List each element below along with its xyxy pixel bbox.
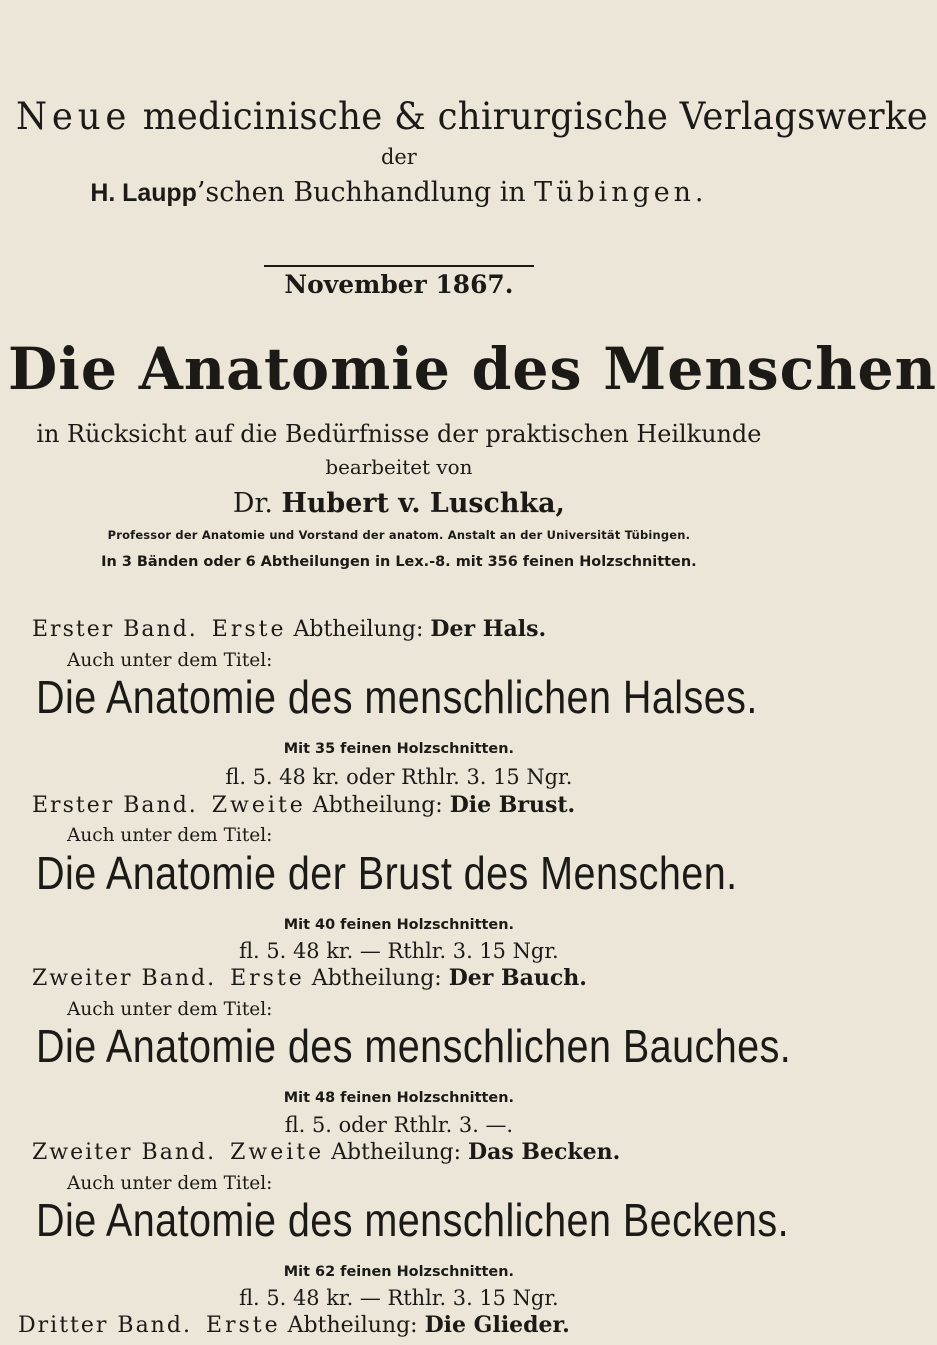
heading-der: der: [381, 145, 417, 169]
section-3-price: fl. 5. oder Rthlr. 3. —.: [284, 1113, 514, 1137]
section-2-heading: Erster Band. Zweite Abtheilung: Die Brust.: [32, 792, 576, 818]
section-2-also: Auch unter dem Titel:: [67, 825, 273, 846]
publication-date: November 1867.: [284, 270, 514, 299]
section-2-price: fl. 5. 48 kr. — Rthlr. 3. 15 Ngr.: [239, 939, 559, 963]
publisher-name: [0, 179, 798, 206]
publisher-name-laupp: H. Laupp: [90, 179, 197, 207]
author-position: Professor der Anatomie und Vorstand der anatom. Anstalt an der Universität Tübingen.: [107, 528, 691, 542]
section-3-title: Die Anatomie des menschlichen Bauches.: [36, 1020, 792, 1072]
section-5-heading: Dritter Band. Erste Abtheilung: Die Glieder.: [18, 1312, 570, 1338]
publisher-city: Tübingen.: [534, 177, 708, 208]
section-3-cuts: Mit 48 feinen Holzschnitten.: [283, 1090, 514, 1106]
book-author: [0, 490, 798, 517]
section-1-heading: Erster Band. Erste Abtheilung: Der Hals.: [32, 616, 547, 642]
book-subtitle: in Rücksicht auf die Bedürfnisse der praktischen Heilkunde: [36, 420, 762, 448]
section-4-topic: Das Becken.: [468, 1139, 621, 1165]
section-4-heading: Zweiter Band. Zweite Abtheilung: Das Becken.: [32, 1139, 621, 1165]
section-4-cuts: Mit 62 feinen Holzschnitten.: [283, 1264, 514, 1280]
volumes-info: In 3 Bänden oder 6 Abtheilungen in Lex.-8. mit 356 feinen Holzschnitten.: [101, 554, 697, 570]
publisher-heading: [16, 95, 929, 138]
section-3-heading: Zweiter Band. Erste Abtheilung: Der Bauch.: [32, 965, 587, 991]
section-2-cuts: Mit 40 feinen Holzschnitten.: [283, 917, 514, 933]
section-2-title: Die Anatomie der Brust des Menschen.: [36, 847, 738, 899]
section-1-topic: Der Hals.: [430, 616, 547, 642]
section-3-also: Auch unter dem Titel:: [67, 999, 273, 1020]
heading-word-neue: Neue: [16, 95, 132, 138]
section-4-also: Auch unter dem Titel:: [67, 1173, 273, 1194]
section-1-title: Die Anatomie des menschlichen Halses.: [36, 671, 758, 723]
section-1-price: fl. 5. 48 kr. oder Rthlr. 3. 15 Ngr.: [225, 765, 573, 789]
author-name: Hubert v. Luschka,: [281, 488, 565, 519]
author-prefix: Dr.: [232, 488, 273, 519]
book-title: Die Anatomie des Menschen: [8, 335, 937, 403]
section-4-price: fl. 5. 48 kr. — Rthlr. 3. 15 Ngr.: [239, 1286, 559, 1310]
date-rule: [264, 265, 534, 267]
heading-rest: medicinische & chirurgische Verlagswerke: [131, 95, 929, 138]
section-2-topic: Die Brust.: [449, 792, 576, 818]
publisher-name-rest: ’schen Buchhandlung in: [196, 177, 535, 208]
section-1-also: Auch unter dem Titel:: [67, 650, 273, 671]
section-5-topic: Die Glieder.: [424, 1312, 570, 1338]
section-1-cuts: Mit 35 feinen Holzschnitten.: [283, 741, 514, 757]
section-4-title: Die Anatomie des menschlichen Beckens.: [36, 1194, 789, 1246]
section-3-topic: Der Bauch.: [448, 965, 587, 991]
book-subtitle-2: bearbeitet von: [325, 455, 473, 479]
